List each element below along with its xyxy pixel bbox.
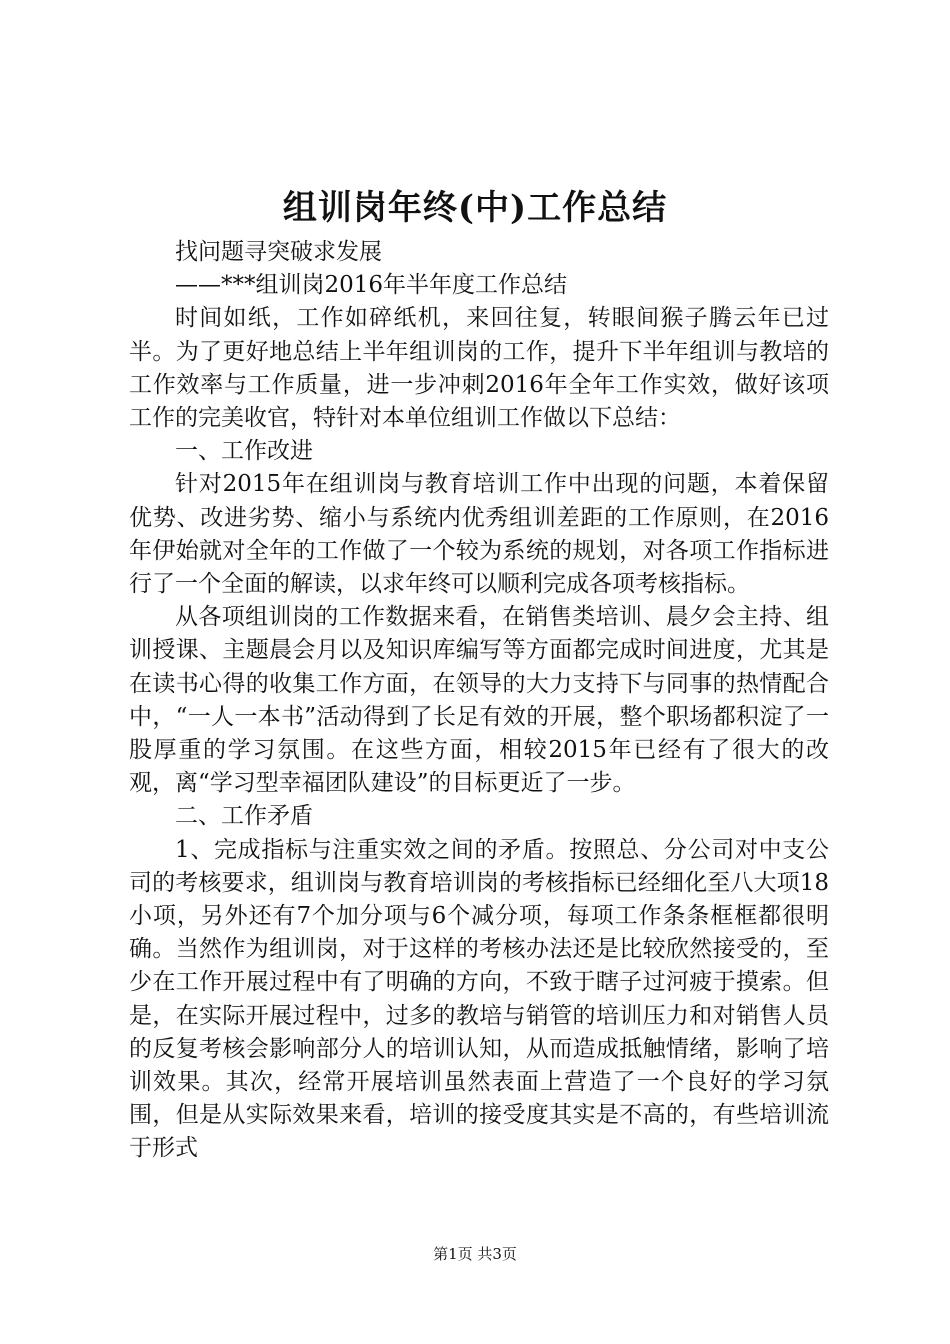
body-paragraph: 针对2015年在组训岗与教育培训工作中出现的问题，本着保留优势、改进劣势、缩小与系统内优秀组训差距的工作原则，在2016年伊始就对全年的工作做了一个较为系统的规划，对各项工作指标进行了一个全面的解读，以求年终可以顺利完成各项考核指标。 [129,471,829,598]
document-title: 组训岗年终(中)工作总结 [282,188,668,228]
document-body [129,236,829,1166]
page-footer: 第1页 共3页 [433,1245,517,1263]
body-paragraph: 1、完成指标与注重实效之间的矛盾。按照总、分公司对中支公司的考核要求，组训岗与教育培训岗的考核指标已经细化至八大项18小项，另外还有7个加分项与6个减分项，每项工作条条框框都很明确。当然作为组训岗，对于这样的考核办法还是比较欣然接受的，至少在工作开展过程中有了明确的方向，不致于瞎子过河疲于摸索。但是，在实际开展过程中，过多的教培与销管的培训压力和对销售人员的反复考核会影响部分人的培训认知，从而造成抵触情绪，影响了培训效果。其次，经常开展培训虽然表面上营造了一个良好的学习氛围，但是从实际效果来看，培训的接受度其实是不高的，有些培训流于形式 [129,836,829,1162]
subtitle-line: 找问题寻突破求发展 [175,239,382,265]
section-heading: 一、工作改进 [175,438,313,465]
section-heading: 二、工作矛盾 [175,803,313,830]
body-paragraph: 时间如纸，工作如碎纸机，来回往复，转眼间猴子腾云年已过半。为了更好地总结上半年组训岗的工作，提升下半年组训与教培的工作效率与工作质量，进一步冲刺2016年全年工作实效，做好该项工作的完美收官，特针对本单位组训工作做以下总结： [129,305,829,432]
body-paragraph: 从各项组训岗的工作数据来看，在销售类培训、晨夕会主持、组训授课、主题晨会月以及知识库编写等方面都完成时间进度，尤其是在读书心得的收集工作方面，在领导的大力支持下与同事的热情配合中，“一人一本书”活动得到了长足有效的开展，整个职场都积淀了一股厚重的学习氛围。在这些方面，相较2015年已经有了很大的改观，离“学习型幸福团队建设”的目标更近了一步。 [129,604,829,797]
subtitle-line: ——***组训岗2016年半年度工作总结 [175,272,568,299]
